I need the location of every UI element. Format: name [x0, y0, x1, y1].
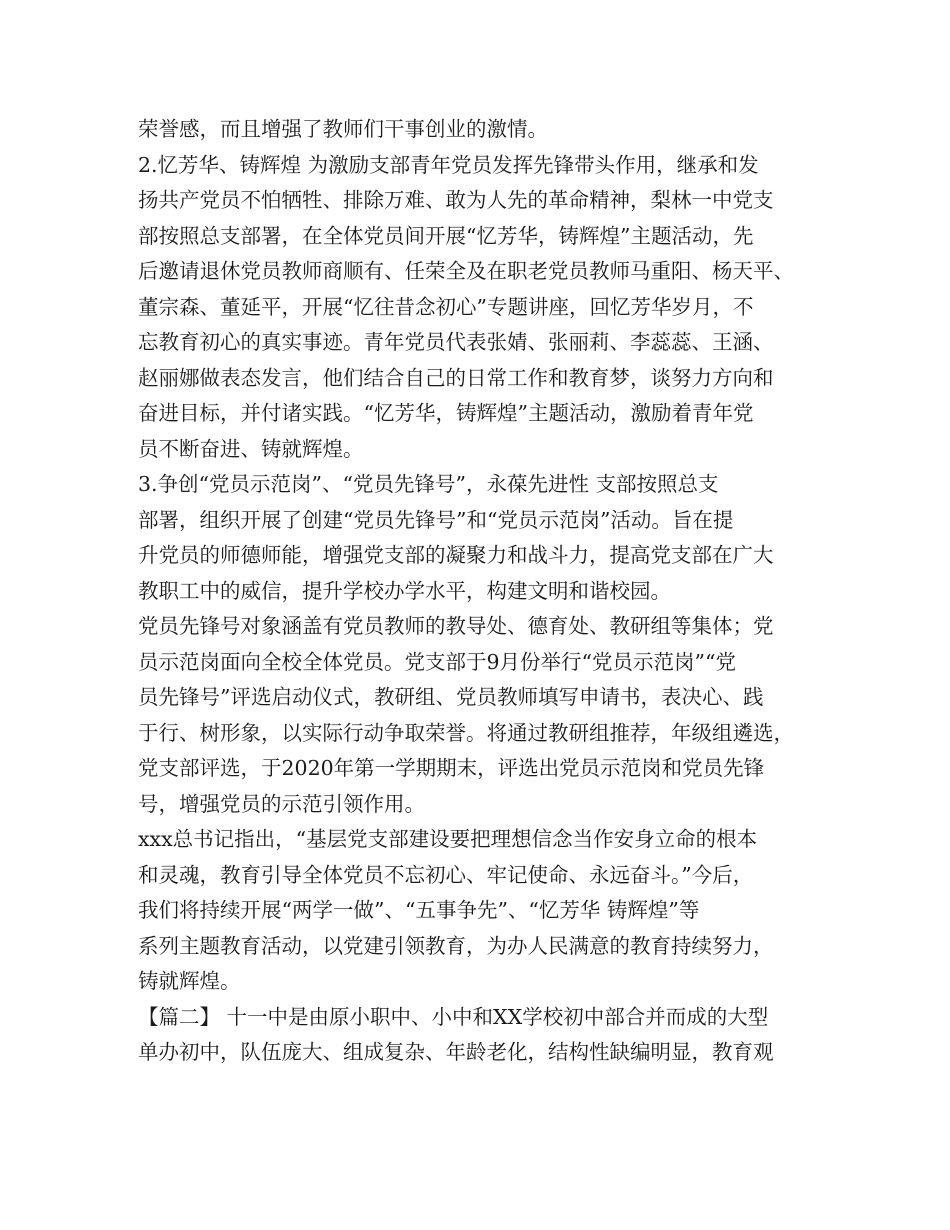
- text-line: 铸就辉煌。: [138, 969, 241, 993]
- text-line: 忘教育初心的真实事迹。青年党员代表张婧、张丽莉、李蕊蕊、王涵、: [138, 330, 774, 354]
- text-line: 党员先锋号对象涵盖有党员教师的教导处、德育处、教研组等集体；党: [138, 614, 774, 638]
- text-line: 我们将持续开展“两学一做”、“五事争先”、“忆芳华 铸辉煌”等: [138, 898, 700, 922]
- text-line: 3.争创“党员示范岗”、“党员先锋号”，永葆先进性 支部按照总支: [138, 472, 719, 496]
- text-line: 党支部评选，于2020年第一学期期末，评选出党员示范岗和党员先锋: [138, 756, 765, 780]
- text-line: 部按照总支部署，在全体党员间开展“忆芳华，铸辉煌”主题活动，先: [138, 223, 754, 248]
- text-line: 和灵魂，教育引导全体党员不忘初心、牢记使命、永远奋斗。”今后，: [138, 862, 754, 887]
- text-line: 赵丽娜做表态发言，他们结合自己的日常工作和教育梦，谈努力方向和: [138, 365, 774, 390]
- text-line: 2.忆芳华、铸辉煌 为激励支部青年党员发挥先锋带头作用，继承和发: [138, 152, 759, 177]
- text-line: 于行、树形象，以实际行动争取荣誉。将通过教研组推荐，年级组遴选，: [138, 720, 794, 745]
- text-line: 教职工中的威信，提升学校办学水平，构建文明和谐校园。: [138, 578, 671, 603]
- text-line: 奋进目标，并付诸实践。“忆芳华，铸辉煌”主题活动，激励着青年党: [138, 401, 754, 425]
- text-line: 员不断奋进、铸就辉煌。: [138, 436, 364, 461]
- text-line: 系列主题教育活动，以党建引领教育，为办人民满意的教育持续努力，: [138, 933, 774, 958]
- text-line: 扬共产党员不怕牺牲、排除万难、敢为人先的革命精神，梨林一中党支: [138, 188, 774, 212]
- text-line: xxx总书记指出，“基层党支部建设要把理想信念当作安身立命的根本: [138, 827, 758, 851]
- text-line: 员先锋号”评选启动仪式，教研组、党员教师填写申请书，表决心、践: [138, 685, 764, 709]
- body-text: [138, 112, 838, 1071]
- text-line: 【篇二】 十一中是由原小职中、小中和XX学校初中部合并而成的大型: [138, 1004, 769, 1029]
- text-line: 员示范岗面向全校全体党员。党支部于9月份举行“党员示范岗”“党: [138, 649, 736, 674]
- text-line: 董宗森、董延平，开展“忆往昔念初心”专题讲座，回忆芳华岁月，不: [138, 294, 754, 319]
- text-line: 号，增强党员的示范引领作用。: [138, 791, 425, 816]
- text-line: 后邀请退休党员教师商顺有、任荣全及在职老党员教师马重阳、杨天平、: [138, 259, 794, 283]
- text-line: 单办初中，队伍庞大、组成复杂、年龄老化，结构性缺编明显，教育观: [138, 1040, 774, 1064]
- text-line: 部署，组织开展了创建“党员先锋号”和“党员示范岗”活动。旨在提: [138, 507, 734, 532]
- text-line: 升党员的师德师能，增强党支部的凝聚力和战斗力，提高党支部在广大: [138, 543, 774, 567]
- text-line: 荣誉感，而且增强了教师们干事创业的激情。: [138, 117, 548, 141]
